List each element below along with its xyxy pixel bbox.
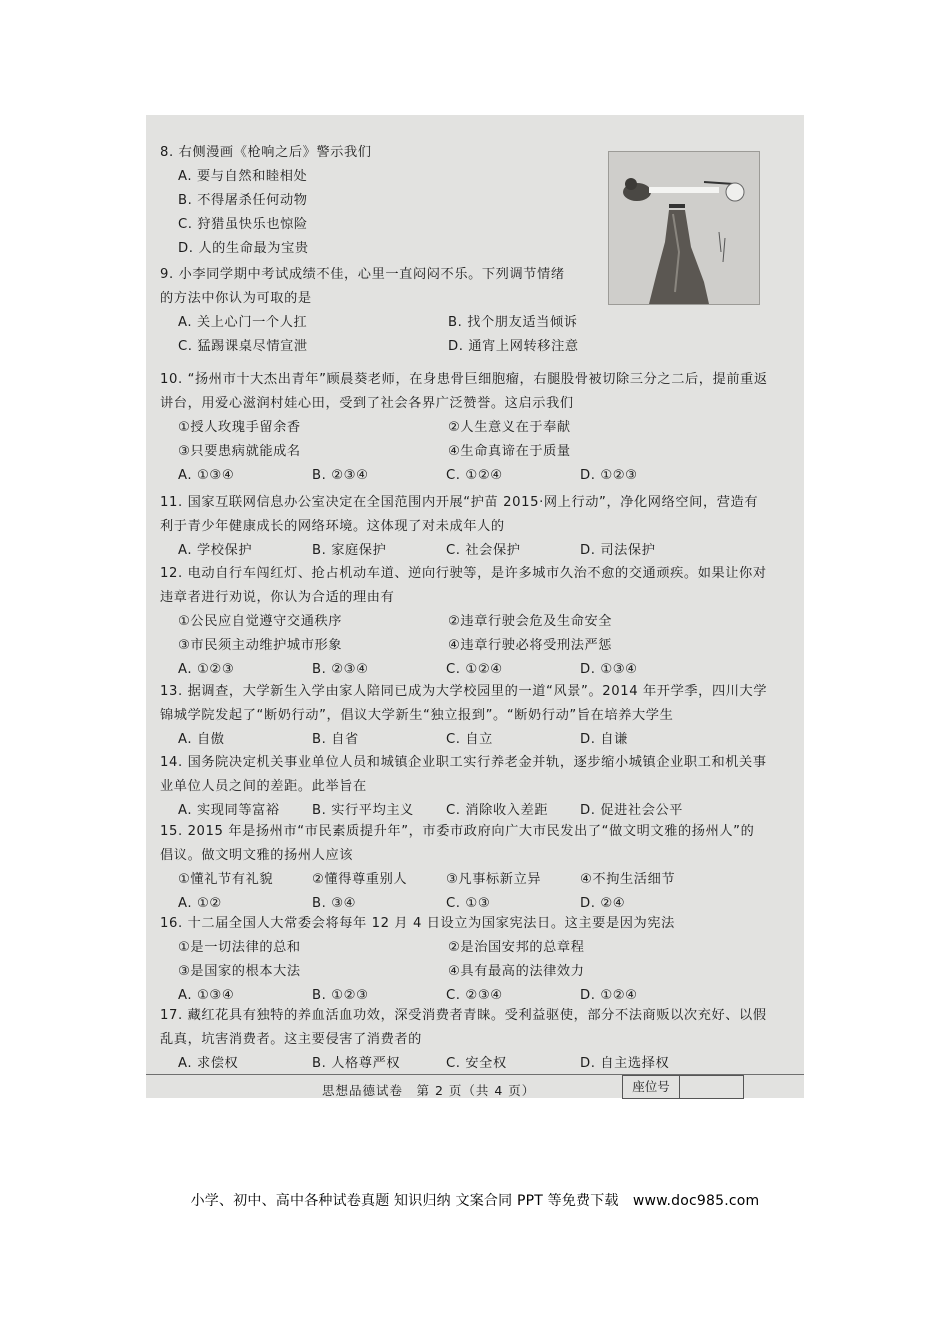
question-stem: 17. 藏红花具有独特的养血活血功效，深受消费者青睐。受利益驱使，部分不法商贩以次充好、以假乱真，坑害消费者。这主要侵害了消费者的 [160,1008,767,1047]
question-15 [160,820,768,916]
option-b: B. ②③④ [312,468,369,483]
statement-3: ③凡事标新立异 [446,872,542,887]
option-a: A. 学校保护 [178,543,253,558]
statement-row [160,610,768,634]
option-d: D. 人的生命最为宝贵 [178,241,309,256]
statement-2: ②人生意义在于奉献 [448,420,571,435]
option-b: B. ②③④ [312,662,369,677]
statement-row [160,936,768,960]
option-d: D. 通宵上网转移注意 [448,339,579,354]
option-b: B. ③④ [312,896,357,911]
statement-4: ④违章行驶必将受刑法严惩 [448,638,613,653]
question-stem: 10. “扬州市十大杰出青年”顾晨葵老师，在身患骨巨细胞瘤，右腿股骨被切除三分之二后，提前重返讲台，用爱心滋润村娃心田，受到了社会各界广泛赞誉。这启示我们 [160,372,768,411]
question-stem: 11. 国家互联网信息办公室决定在全国范围内开展“护苗 2015·网上行动”，净化网络空间，营造有利于青少年健康成长的网络环境。这体现了对未成年人的 [160,495,759,534]
option-b: B. 不得屠杀任何动物 [178,193,308,208]
question-8 [160,141,594,261]
statement-1: ①授人玫瑰手留余香 [178,420,301,435]
question-stem: 8. 右侧漫画《枪响之后》警示我们 [160,145,372,160]
option-c: C. 猛踢课桌尽情宣泄 [178,339,308,354]
option-a: A. 自傲 [178,732,225,747]
question-9 [160,263,768,359]
option-a: A. 实现同等富裕 [178,803,280,818]
option-b: B. 找个朋友适当倾诉 [448,315,578,330]
download-banner: 小学、初中、高中各种试卷真题 知识归纳 文案合同 PPT 等免费下载 www.doc985.com [190,1193,760,1209]
question-stem: 14. 国务院决定机关事业单位人员和城镇企业职工实行养老金并轨，逐步缩小城镇企业职工和机关事业单位人员之间的差距。此举旨在 [160,755,767,794]
option-d: D. 自谦 [580,732,628,747]
question-17 [160,1004,768,1076]
seat-number-box [622,1075,744,1099]
option-c: C. 安全权 [446,1056,507,1071]
option-a: A. ①②③ [178,662,235,677]
option-a: A. ①③④ [178,468,235,483]
statement-3: ③市民须主动维护城市形象 [178,638,343,653]
statement-2: ②是治国安邦的总章程 [448,940,585,955]
option-b: B. 实行平均主义 [312,803,414,818]
question-stem: 12. 电动自行车闯红灯、抢占机动车道、逆向行驶等，是许多城市久治不愈的交通顽疾。如果让你对违章者进行劝说，你认为合适的理由有 [160,566,767,605]
option-d: D. ①②③ [580,468,638,483]
statement-3: ③是国家的根本大法 [178,964,301,979]
statement-2: ②违章行驶会危及生命安全 [448,614,613,629]
option-a: A. 求偿权 [178,1056,239,1071]
option-list [160,165,594,261]
question-16 [160,912,768,1008]
statement-1: ①懂礼节有礼貌 [178,872,274,887]
option-d: D. 司法保护 [580,543,656,558]
statement-row [160,416,768,440]
option-c: C. 社会保护 [446,543,521,558]
question-stem: 15. 2015 年是扬州市“市民素质提升年”，市委市政府向广大市民发出了“做文明文雅的扬州人”的倡议。做文明文雅的扬州人应该 [160,824,755,863]
statement-3: ③只要患病就能成名 [178,444,301,459]
option-c: C. 狩猎虽快乐也惊险 [178,217,308,232]
option-c: C. ②③④ [446,988,503,1003]
option-row [160,658,768,682]
statement-row [160,634,768,658]
option-d: D. ①③④ [580,662,638,677]
statement-4: ④具有最高的法律效力 [448,964,585,979]
statement-2: ②懂得尊重别人 [312,872,408,887]
option-c: C. ①②④ [446,662,503,677]
page-footer: 思想品德试卷 第 2 页（共 4 页） [322,1083,536,1098]
option-row [160,464,768,488]
seat-number-field [680,1076,743,1098]
option-b: B. ①②③ [312,988,369,1003]
option-row [160,335,768,359]
option-row [160,728,768,752]
option-a: A. ①② [178,896,222,911]
statement-1: ①是一切法律的总和 [178,940,301,955]
option-b: B. 家庭保护 [312,543,387,558]
statement-1: ①公民应自觉遵守交通秩序 [178,614,343,629]
option-c: C. ①②④ [446,468,503,483]
question-stem: 13. 据调查，大学新生入学由家人陪同已成为大学校园里的一道“风景”。2014 年开学季，四川大学锦城学院发起了“断奶行动”，倡议大学新生“独立报到”。“断奶行动”旨在培养大学生 [160,684,768,723]
question-stem: 16. 十二届全国人大常委会将每年 12 月 4 日设立为国家宪法日。这主要是因为宪法 [160,916,675,931]
option-d: D. ②④ [580,896,626,911]
option-c: C. 自立 [446,732,493,747]
question-12 [160,562,768,682]
option-c: C. 消除收入差距 [446,803,549,818]
option-d: D. 自主选择权 [580,1056,670,1071]
option-row [160,539,768,563]
option-a: A. ①③④ [178,988,235,1003]
statement-row [160,960,768,984]
option-row [160,1052,768,1076]
question-10 [160,368,768,488]
option-row [160,311,768,335]
option-b: B. 人格尊严权 [312,1056,401,1071]
seat-number-label: 座位号 [623,1076,680,1098]
statement-4: ④不拘生活细节 [580,872,676,887]
statement-4: ④生命真谛在于质量 [448,444,571,459]
question-14 [160,751,768,823]
option-a: A. 要与自然和睦相处 [178,169,308,184]
question-11 [160,491,768,563]
option-b: B. 自省 [312,732,359,747]
option-a: A. 关上心门一个人扛 [178,315,308,330]
statement-row [160,868,768,892]
statement-row [160,440,768,464]
option-c: C. ①③ [446,896,491,911]
question-stem: 9. 小李同学期中考试成绩不佳，心里一直闷闷不乐。下列调节情绪的方法中你认为可取的是 [160,267,565,306]
question-13 [160,680,768,752]
option-d: D. ①②④ [580,988,638,1003]
option-d: D. 促进社会公平 [580,803,684,818]
exam-page-scan [146,115,804,1098]
